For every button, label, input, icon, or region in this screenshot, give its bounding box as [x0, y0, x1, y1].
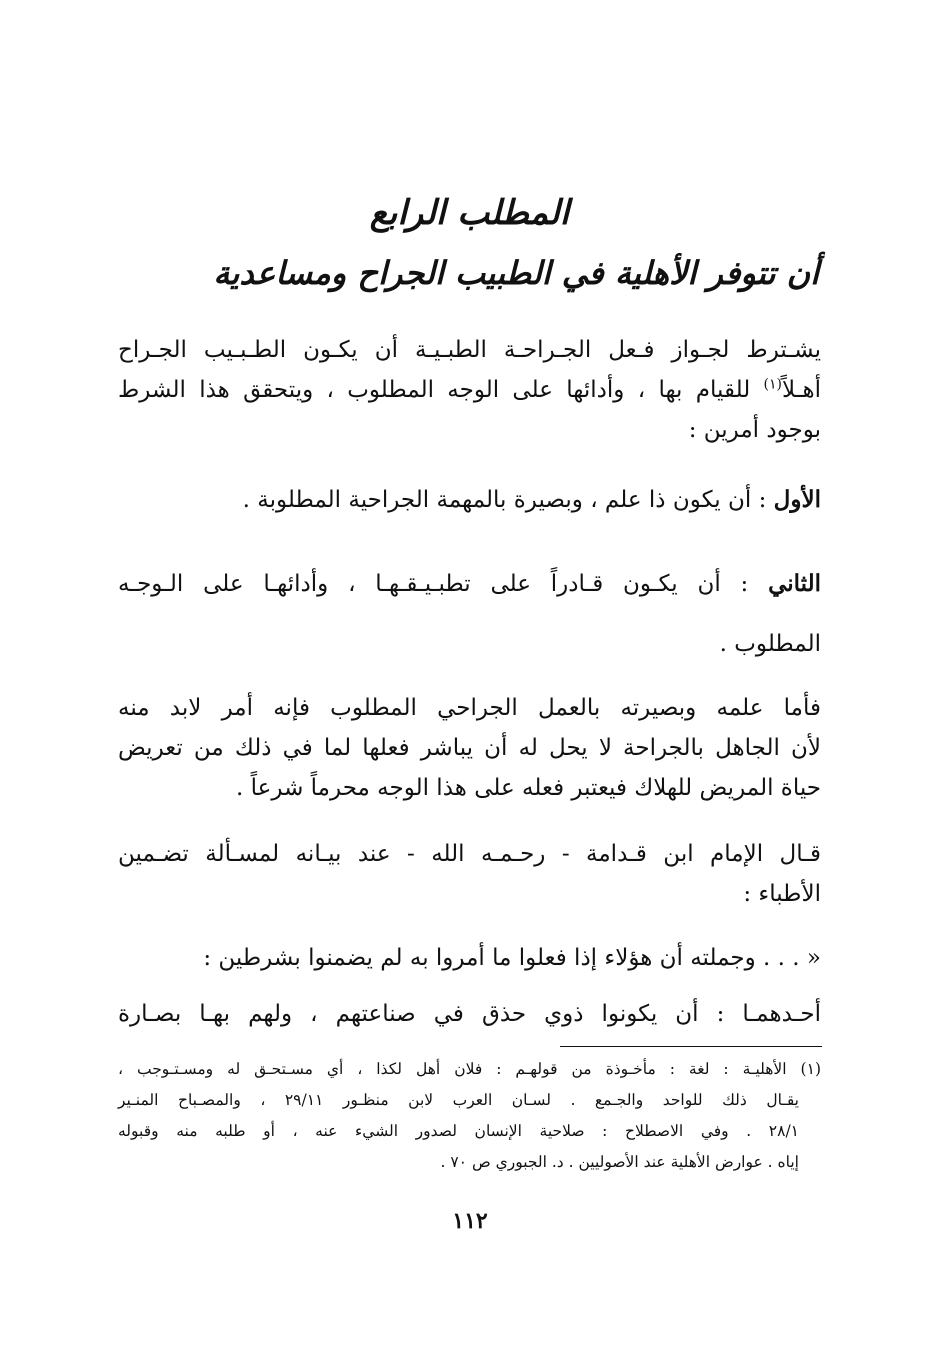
intro-line-2: [118, 370, 821, 410]
knowledge-line-3: حياة المريض للهلاك فيعتبر فعله على هذا الوجه محرماً شرعاً .: [236, 775, 821, 801]
intro-line-3: بوجود أمرين :: [688, 417, 821, 443]
page-number: ١١٢: [452, 1208, 488, 1234]
footnote-line-2: يقـال ذلك للواحد والجـمع . لسـان العرب لابن منظـور ٢٩/١١ ، والمصـباح المنـير: [118, 1091, 799, 1109]
second-condition-cont: المطلوب .: [719, 631, 821, 657]
ibn-qudama-line-2: الأطباء :: [743, 881, 821, 907]
quote-block: [118, 938, 821, 1034]
section-title: المطلب الرابع: [369, 193, 570, 233]
footnote-line-3: ٢٨/١ . وفي الاصطلاح : صلاحية الإنسان لصدور الشيء عنه ، أو طلبه منه وقبوله: [118, 1122, 799, 1140]
second-label: الثاني: [768, 570, 821, 597]
first-text: : أن يكون ذا علم ، وبصيرة بالمهمة الجراحية المطلوبة .: [242, 487, 774, 513]
ibn-qudama-line-1: قـال الإمام ابن قـدامة - رحـمـه الله - عند بيـانه لمسـألة تضـمين: [118, 841, 821, 867]
footnote-reference: (١): [763, 376, 783, 393]
intro-paragraph: [118, 330, 821, 450]
footnote: [118, 1054, 821, 1178]
footnote-line-1: (١) الأهليـة : لغة : مأخـوذة من قولهـم : فلان أهل لكذا ، أي مسـتحـق له ومسـتـوجب ،: [118, 1060, 821, 1078]
intro-line-2-end: للقيام بها ، وأدائها على الوجه المطلوب ، ويتحقق هذا الشرط: [118, 377, 764, 403]
ibn-qudama-paragraph: [118, 834, 821, 914]
footnote-line-4: إياه . عوارض الأهلية عند الأصوليين . د. الجبوري ص ٧٠ .: [440, 1153, 799, 1171]
intro-line-2-start: أهـلاً: [782, 377, 821, 403]
first-label: الأول: [773, 486, 821, 513]
first-condition-line: [118, 480, 821, 520]
first-condition: [118, 480, 821, 520]
section-subtitle: أن تتوفر الأهلية في الطبيب الجراح ومساعدية: [213, 254, 819, 292]
knowledge-line-1: فأما علمه وبصيرته بالعمل الجراحي المطلوب فإنه أمر لابد منه: [118, 695, 821, 721]
second-condition: [118, 564, 821, 664]
quote-line-2: أحـدهمـا : أن يكونوا ذوي حذق في صناعتهم ، ولهم بهـا بصـارة: [118, 1001, 821, 1027]
knowledge-line-2: لأن الجاهل بالجراحة لا يحل له أن يباشر فعلها لما في ذلك من تعريض: [118, 735, 821, 761]
footnote-divider: [560, 1046, 822, 1047]
second-text: : أن يكـون قـادراً على تطبـيـقـهـا ، وأدائهـا على الـوجـه: [118, 571, 769, 597]
second-condition-line: [118, 564, 821, 604]
quote-line-1: « . . . وجملته أن هؤلاء إذا فعلوا ما أمروا به لم يضمنوا بشرطين :: [203, 945, 821, 971]
intro-line-1: يشـترط لجـواز فـعل الجـراحـة الطبـيـة أن يكـون الطـبـيب الجـراح: [118, 337, 821, 363]
knowledge-paragraph: [118, 688, 821, 808]
